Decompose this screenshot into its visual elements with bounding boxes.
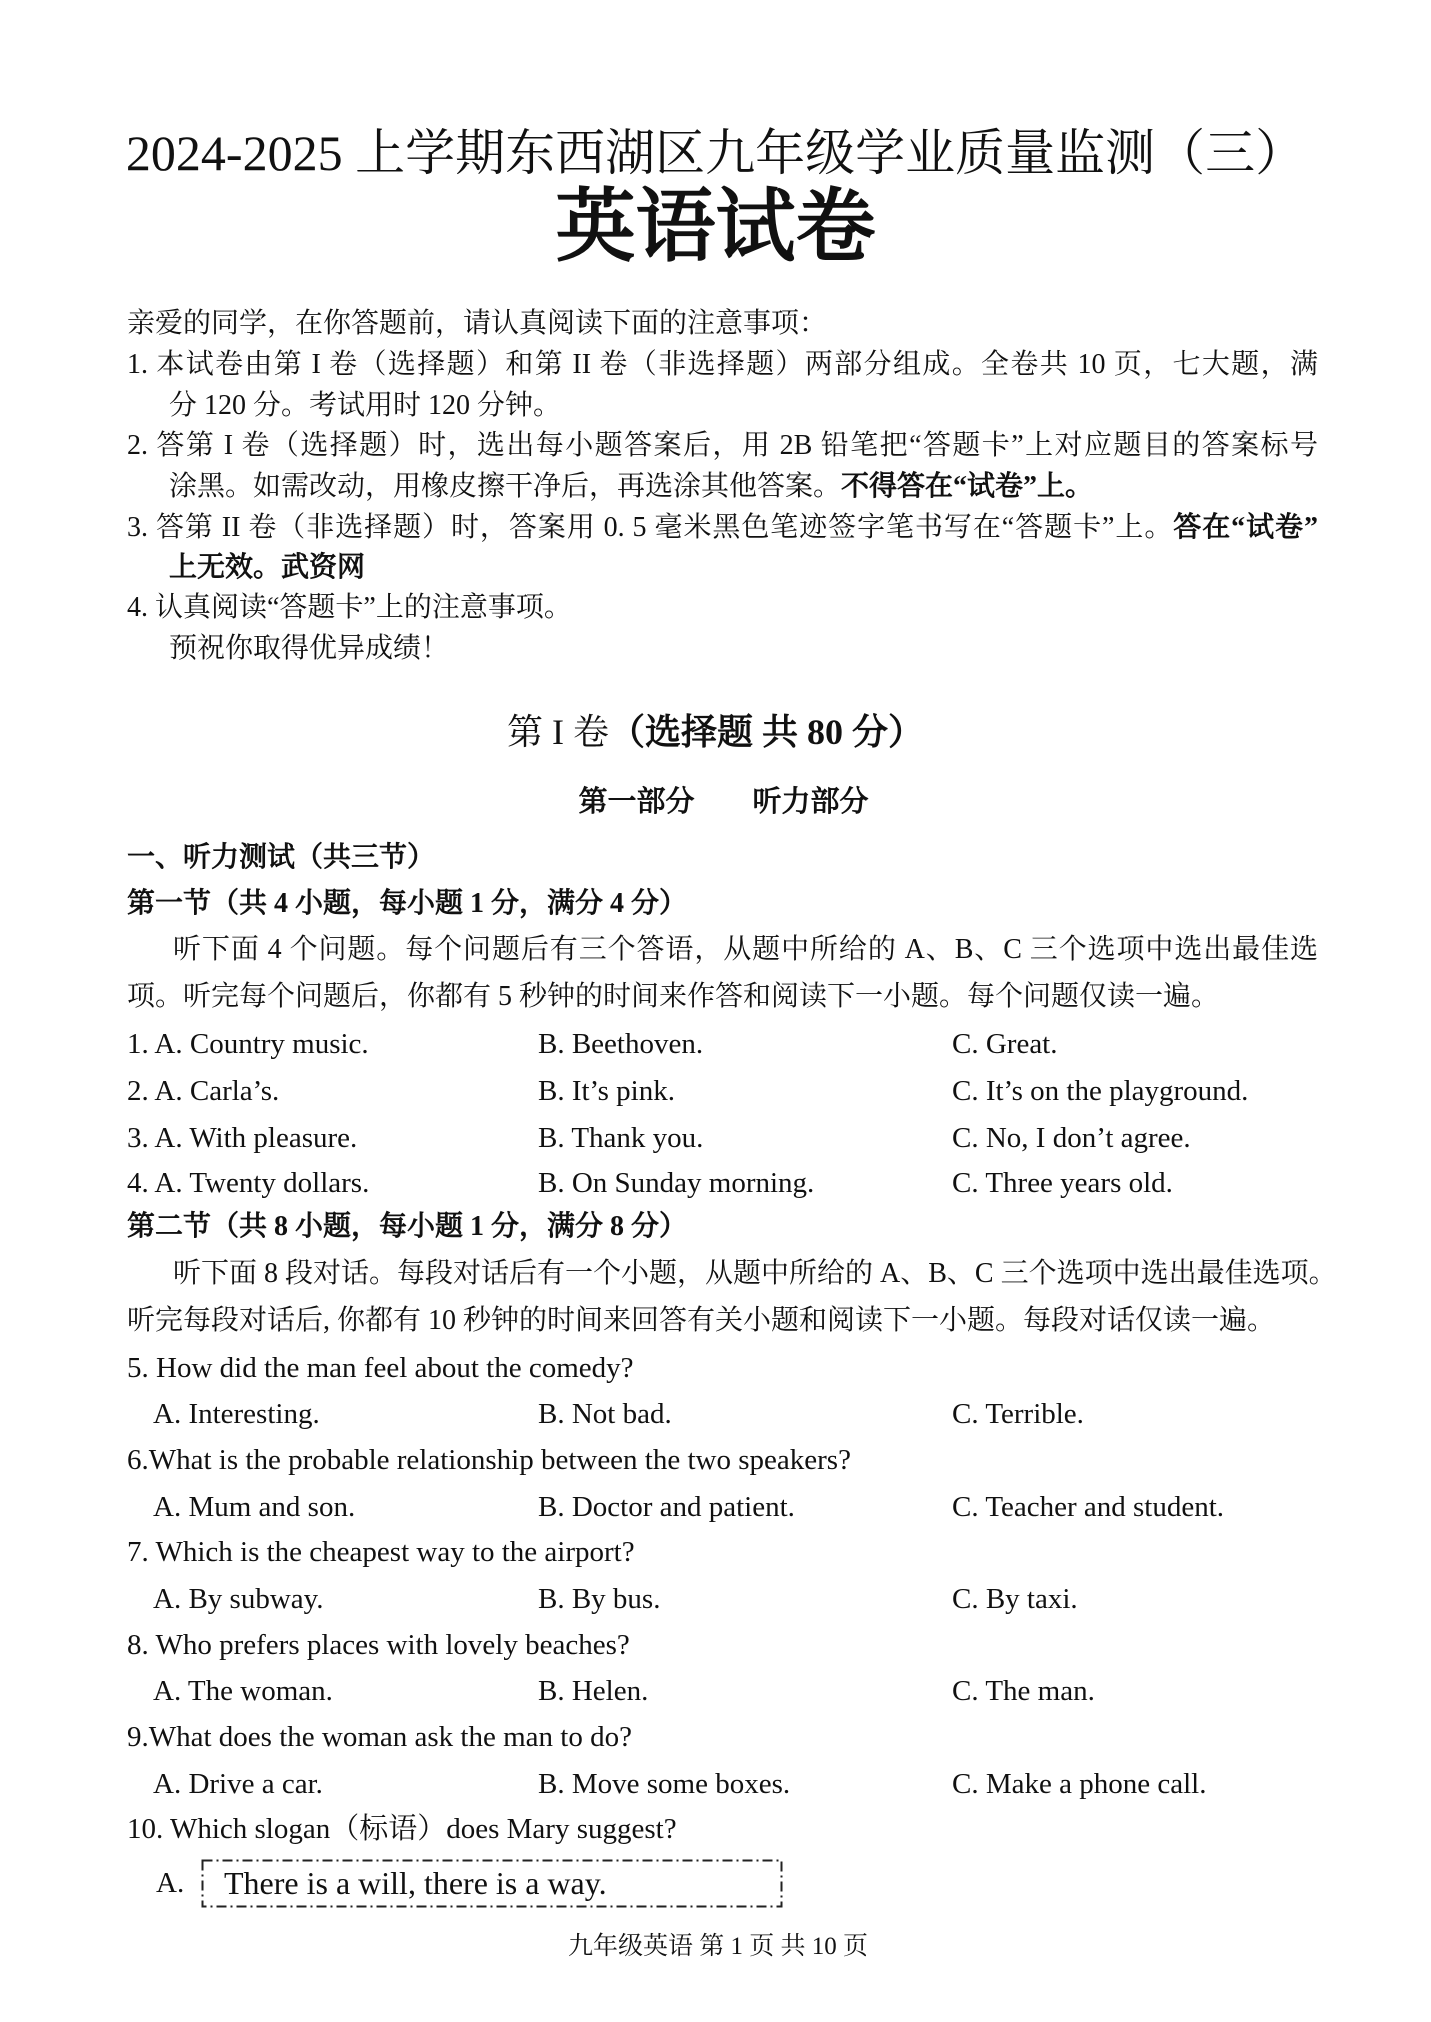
question-prompt: 10. Which slogan（标语）does Mary suggest? (127, 1813, 677, 1845)
question-number: 4. (127, 1167, 149, 1199)
slogan-box (201, 1859, 783, 1908)
notice-item-1-line-1: 1. 本试卷由第 I 卷（选择题）和第 II 卷（非选择题）两部分组成。全卷共 10 页，七大题，满 (127, 349, 1318, 380)
notice-item-2-line-1: 2. 答第 I 卷（选择题）时，选出每小题答案后，用 2B 铅笔把“答题卡”上对应题目的答案标号 (127, 430, 1318, 461)
option-row (0, 1671, 1431, 1711)
section-1-instructions-line-2: 项。听完每个问题后，你都有 5 秒钟的时间来作答和阅读下一小题。每个问题仅读一遍。 (127, 981, 1220, 1012)
section-2-heading: 第二节（共 8 小题，每小题 1 分，满分 8 分） (127, 1211, 688, 1242)
option-row (0, 1394, 1431, 1434)
option-b: B. Move some boxes. (538, 1768, 791, 1800)
option-a-label: A. (156, 1867, 185, 1899)
notice-text: 3. 答第 II 卷（非选择题）时，答案用 0. 5 毫米黑色笔迹签字笔书写在“答题卡”上。 (127, 512, 1174, 543)
option-row (0, 1579, 1431, 1619)
notice-closing: 预祝你取得优异成绩！ (169, 633, 450, 664)
notice-text: 涂黑。如需改动，用橡皮擦干净后，再选涂其他答案。 (169, 471, 842, 502)
exam-subject-title: 英语试卷 (555, 184, 876, 272)
option-a (127, 1071, 279, 1111)
option-b: B. Helen. (538, 1675, 649, 1707)
option-c: C. Make a phone call. (952, 1768, 1207, 1800)
question-row (0, 1024, 1431, 1064)
option-b: B. Not bad. (538, 1398, 672, 1430)
option-a (127, 1024, 369, 1064)
option-row (0, 1859, 1431, 1908)
question-prompt: 6.What is the probable relationship between the two speakers? (127, 1444, 851, 1476)
section-1-instructions-line-1: 听下面 4 个问题。每个问题后有三个答语，从题中所给的 A、B、C 三个选项中选出最佳选 (173, 934, 1318, 965)
option-b: B. Thank you. (538, 1122, 704, 1154)
option-a-text: A. Country music. (154, 1028, 369, 1060)
option-b: B. On Sunday morning. (538, 1167, 815, 1199)
notice-item-3-line-1 (127, 508, 1318, 548)
section-2-instructions-line-2: 听完每段对话后, 你都有 10 秒钟的时间来回答有关小题和阅读下一小题。每段对话仅读一遍。 (127, 1305, 1276, 1336)
option-a (127, 1163, 369, 1203)
option-c: C. Teacher and student. (952, 1491, 1225, 1523)
question-row (0, 1118, 1431, 1158)
option-c: C. The man. (952, 1675, 1095, 1707)
option-b: B. Beethoven. (538, 1028, 704, 1060)
listening-title: 一、听力测试（共三节） (127, 842, 436, 873)
question-number: 2. (127, 1075, 149, 1107)
option-c: C. No, I don’t agree. (952, 1122, 1191, 1154)
question-prompt: 8. Who prefers places with lovely beaches? (127, 1629, 630, 1661)
option-a-text: A. Carla’s. (154, 1075, 280, 1107)
section-1-heading: 第一节（共 4 小题，每小题 1 分，满分 4 分） (127, 888, 688, 919)
exam-title: 2024-2025 上学期东西湖区九年级学业质量监测（三） (125, 125, 1306, 181)
option-b: B. Doctor and patient. (538, 1491, 795, 1523)
notice-warning: 不得答在“试卷”上。 (841, 471, 1094, 502)
question-prompt: 7. Which is the cheapest way to the airport? (127, 1536, 635, 1568)
notice-item-3-line-2: 上无效。武资网 (169, 552, 366, 583)
option-a: A. Drive a car. (153, 1768, 323, 1800)
option-c: C. Terrible. (952, 1398, 1084, 1430)
notice-warning: 答在“试卷” (1173, 512, 1318, 543)
question-number: 1. (127, 1028, 149, 1060)
volume-heading (0, 708, 1431, 756)
option-a: A. Interesting. (153, 1398, 320, 1430)
volume-label: 第 I 卷 (506, 712, 609, 752)
notice-item-4: 4. 认真阅读“答题卡”上的注意事项。 (127, 592, 572, 623)
option-a-text: A. With pleasure. (154, 1122, 358, 1154)
question-prompt: 5. How did the man feel about the comedy? (127, 1352, 634, 1384)
option-a-text: A. Twenty dollars. (154, 1167, 370, 1199)
notice-intro: 亲爱的同学，在你答题前，请认真阅读下面的注意事项： (127, 308, 828, 339)
option-a (127, 1118, 357, 1158)
option-a: A. By subway. (153, 1583, 324, 1615)
question-row (0, 1163, 1431, 1203)
option-b: B. It’s pink. (538, 1075, 675, 1107)
option-c: C. Three years old. (952, 1167, 1173, 1199)
option-c: C. Great. (952, 1028, 1058, 1060)
notice-item-2-line-2 (169, 467, 1093, 507)
part-heading: 第一部分 听力部分 (578, 786, 869, 818)
option-a: A. The woman. (153, 1675, 333, 1707)
section-2-instructions-line-1: 听下面 8 段对话。每段对话后有一个小题，从题中所给的 A、B、C 三个选项中选出最佳选项。 (173, 1258, 1337, 1289)
option-c: C. It’s on the playground. (952, 1075, 1249, 1107)
volume-scope: （选择题 共 80 分） (608, 712, 924, 752)
question-prompt: 9.What does the woman ask the man to do? (127, 1721, 632, 1753)
option-c: C. By taxi. (952, 1583, 1078, 1615)
notice-item-1-line-2: 分 120 分。考试用时 120 分钟。 (169, 390, 562, 421)
option-row (0, 1764, 1431, 1804)
question-row (0, 1071, 1431, 1111)
option-a: A. Mum and son. (153, 1491, 356, 1523)
option-row (0, 1487, 1431, 1527)
slogan-text: There is a will, there is a way. (224, 1865, 607, 1901)
page-footer: 九年级英语 第 1 页 共 10 页 (568, 1933, 869, 1960)
option-b: B. By bus. (538, 1583, 661, 1615)
question-number: 3. (127, 1122, 149, 1154)
